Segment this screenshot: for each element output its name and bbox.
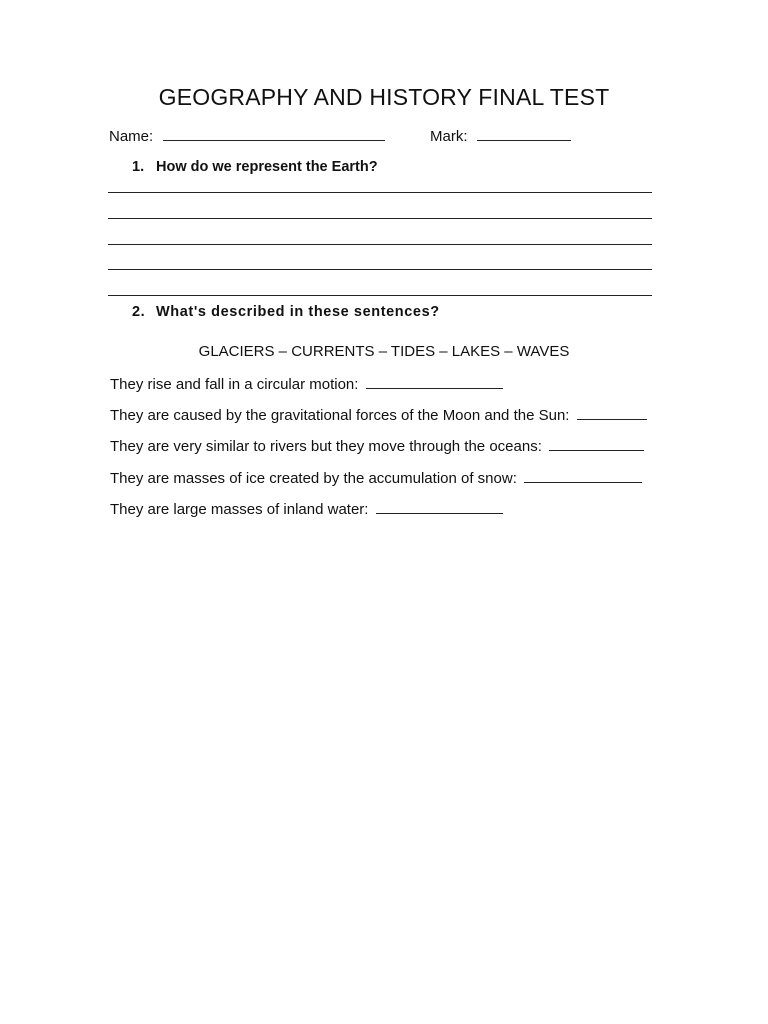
sentence-text: They rise and fall in a circular motion: xyxy=(110,376,359,393)
name-field[interactable] xyxy=(163,126,385,141)
name-row xyxy=(109,126,385,145)
sentence-row xyxy=(110,436,644,455)
word-bank: GLACIERS – CURRENTS – TIDES – LAKES – WAVES xyxy=(198,343,570,360)
answer-line-4[interactable] xyxy=(108,269,652,270)
sentence-text: They are masses of ice created by the accumulation of snow: xyxy=(110,470,517,487)
answer-blank[interactable] xyxy=(549,436,644,451)
answer-blank[interactable] xyxy=(524,468,642,483)
sentence-text: They are very similar to rivers but they move through the oceans: xyxy=(110,438,542,455)
answer-line-2[interactable] xyxy=(108,218,652,219)
sentence-row xyxy=(110,405,647,424)
answer-blank[interactable] xyxy=(577,405,647,420)
answer-line-5[interactable] xyxy=(108,295,652,296)
answer-blank[interactable] xyxy=(376,499,503,514)
question-2-text: What's described in these sentences? xyxy=(156,304,440,320)
sentence-row xyxy=(110,468,642,487)
page-title: GEOGRAPHY AND HISTORY FINAL TEST xyxy=(158,84,610,110)
mark-field[interactable] xyxy=(477,126,571,141)
sentence-row xyxy=(110,374,503,393)
mark-label: Mark: xyxy=(430,128,468,145)
question-2 xyxy=(132,304,440,320)
question-1-number: 1. xyxy=(132,159,145,175)
sentence-text: They are large masses of inland water: xyxy=(110,501,369,518)
question-1-text: How do we represent the Earth? xyxy=(156,159,378,175)
answer-line-1[interactable] xyxy=(108,192,652,193)
mark-row xyxy=(430,126,571,145)
answer-line-3[interactable] xyxy=(108,244,652,245)
question-1 xyxy=(132,159,378,175)
sentence-text: They are caused by the gravitational forces of the Moon and the Sun: xyxy=(110,407,570,424)
answer-blank[interactable] xyxy=(366,374,503,389)
name-label: Name: xyxy=(109,128,154,145)
sentence-row xyxy=(110,499,503,518)
question-2-number: 2. xyxy=(132,304,146,320)
